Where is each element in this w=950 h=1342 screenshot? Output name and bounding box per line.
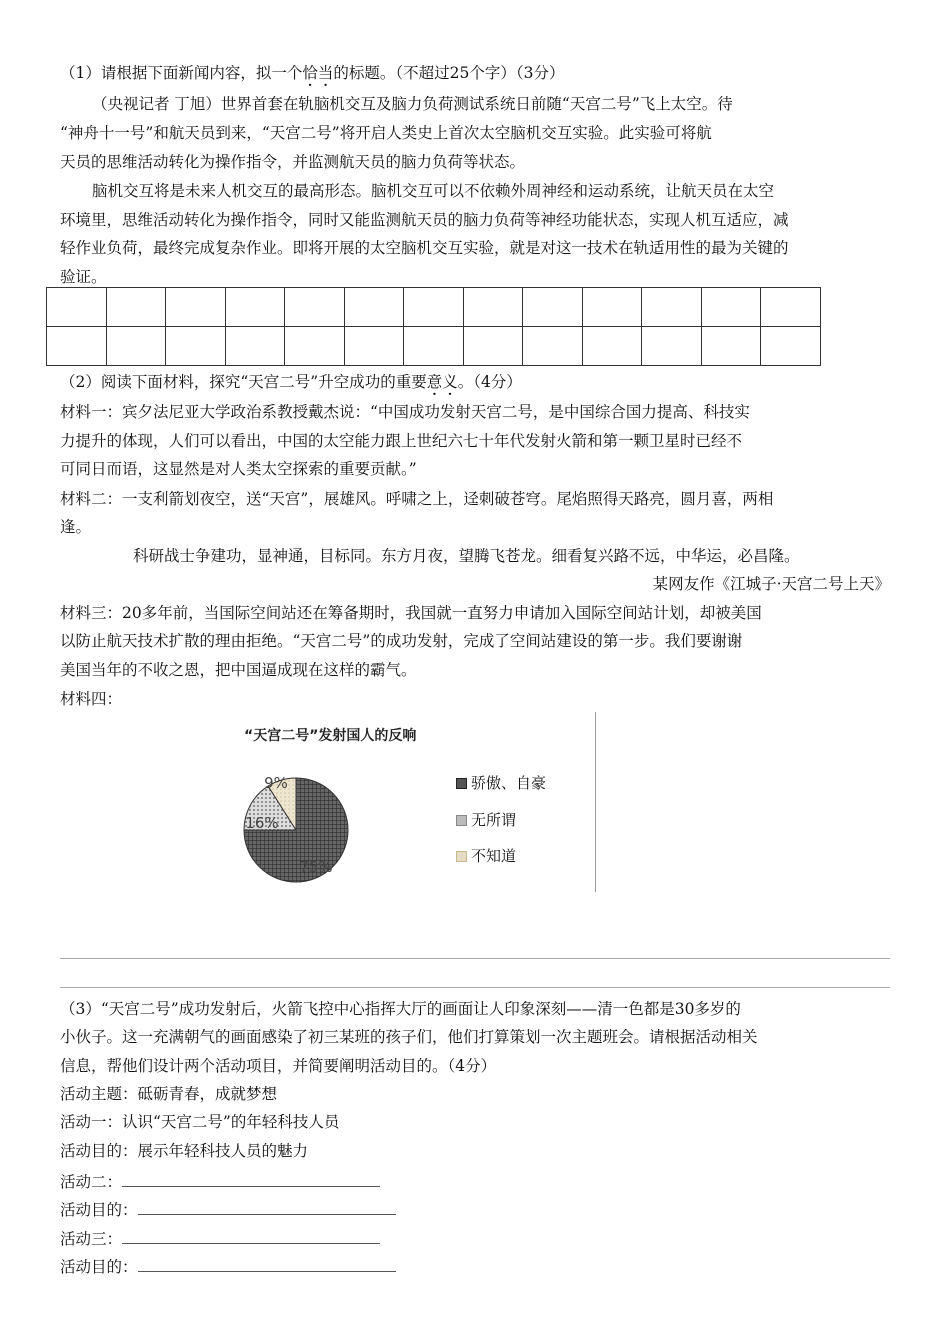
grid-cell[interactable] (285, 288, 345, 327)
grid-cell[interactable] (701, 288, 761, 327)
poem-source: 某网友作《江城子·天宫二号上天》 (652, 575, 890, 593)
grid-cell[interactable] (344, 327, 404, 366)
grid-cell[interactable] (642, 288, 702, 327)
text-line: 逢。 (60, 518, 92, 536)
grid-cell[interactable] (642, 327, 702, 366)
activity-2-row (60, 1170, 380, 1192)
activity-theme: 活动主题：砥砺青春，成就梦想 (60, 1085, 278, 1103)
answer-grid-row (47, 288, 821, 327)
grid-cell[interactable] (404, 288, 464, 327)
chart-title: “天宫二号”发射国人的反响 (244, 728, 417, 744)
grid-cell[interactable] (701, 327, 761, 366)
pie (244, 774, 348, 882)
grid-cell[interactable] (166, 327, 226, 366)
text-line: 脑机交互将是未来人机交互的最高形态。脑机交互可以不依赖外周神经和运动系统，让航天员在太空 (92, 182, 775, 200)
legend-swatch (456, 778, 467, 789)
text-line: 验证。 (60, 268, 107, 286)
grid-cell[interactable] (582, 327, 642, 366)
grid-cell[interactable] (225, 327, 285, 366)
grid-cell[interactable] (344, 288, 404, 327)
text-line: 以防止航天技术扩散的理由拒绝。“天宫二号”的成功发射，完成了空间站建设的第一步。我们要谢谢 (60, 632, 743, 650)
activity-1-purpose: 活动目的：展示年轻科技人员的魅力 (60, 1142, 309, 1160)
legend-label: 骄傲、自豪 (471, 774, 547, 792)
activity-3-purpose-row (60, 1255, 396, 1277)
grid-cell[interactable] (582, 288, 642, 327)
pie-slice-label: 75% (299, 858, 333, 876)
legend-label: 无所谓 (471, 811, 517, 829)
grid-cell[interactable] (166, 288, 226, 327)
text-line: 信息，帮他们设计两个活动项目，并简要阐明活动目的。（4分） (60, 1057, 497, 1075)
grid-cell[interactable] (523, 327, 583, 366)
legend-item-proud (456, 772, 546, 793)
pie-chart-svg (240, 712, 596, 892)
legend-label: 不知道 (471, 847, 517, 865)
text-line: （央视记者 丁旭）世界首套在轨脑机交互及脑力负荷测试系统日前随“天宫二号”飞上太空。待 (92, 95, 733, 113)
answer-grid[interactable] (46, 287, 821, 366)
activity-2-label: 活动二： (60, 1173, 123, 1191)
grid-cell[interactable] (523, 288, 583, 327)
text-line: 轻作业负荷，最终完成复杂作业。即将开展的太空脑机交互实验，就是对这一技术在轨适用性的最为关键的 (60, 239, 789, 257)
text-line: 小伙子。这一充满朝气的画面感染了初三某班的孩子们，他们打算策划一次主题班会。请根据活动相关 (60, 1028, 758, 1046)
grid-cell[interactable] (47, 327, 107, 366)
text-line: 可同日而语，这显然是对人类太空探索的重要贡献。” (60, 460, 417, 478)
text-line: “神舟十一号”和航天员到来，“天宫二号”将开启人类史上首次太空脑机交互实验。此实验可将航 (60, 124, 712, 142)
text-line: 天员的思维活动转化为操作指令，并监测航天员的脑力负荷等状态。 (60, 153, 526, 171)
activity-2-answer-blank[interactable] (122, 1170, 380, 1187)
text-line: 力提升的体现，人们可以看出，中国的太空能力跟上世纪六七十年代发射火箭和第一颗卫星时已经不 (60, 432, 743, 450)
grid-cell[interactable] (285, 327, 345, 366)
grid-cell[interactable] (225, 288, 285, 327)
material-4-label: 材料四： (60, 690, 123, 708)
activity-3-purpose-label: 活动目的： (60, 1258, 138, 1276)
activity-3-row (60, 1227, 380, 1249)
grid-cell[interactable] (463, 327, 523, 366)
grid-cell[interactable] (404, 327, 464, 366)
text-line: 环境里，思维活动转化为操作指令，同时又能监测航天员的脑力负荷等神经功能状态，实现人机互适应，减 (60, 211, 789, 229)
answer-line[interactable] (60, 958, 890, 959)
legend-item-unknown (456, 845, 516, 866)
activity-3-purpose-blank[interactable] (138, 1255, 396, 1272)
grid-cell[interactable] (47, 288, 107, 327)
text-line: 材料二：一支利箭划夜空，送“天宫”，展雄风。呼啸之上，迳刺破苍穹。尾焰照得天路亮，圆月喜，两相 (60, 490, 774, 508)
activity-2-purpose-blank[interactable] (138, 1198, 396, 1215)
activity-1: 活动一：认识“天宫二号”的年轻科技人员 (60, 1113, 340, 1131)
q1-prompt: （1）请根据下面新闻内容，拟一个恰当的标题。（不超过25个字）（3分） (60, 64, 565, 82)
activity-3-answer-blank[interactable] (122, 1227, 380, 1244)
grid-cell[interactable] (106, 327, 166, 366)
q2-prompt: （2）阅读下面材料，探究“天宫二号”升空成功的重要意义。（4分） (60, 373, 522, 391)
legend-swatch (456, 815, 467, 826)
pie-slice-label: 9% (264, 774, 288, 792)
text-line: 材料一：宾夕法尼亚大学政治系教授戴杰说：“中国成功发射天宫二号，是中国综合国力提高、科技实 (60, 403, 750, 421)
reaction-pie-chart (240, 712, 596, 892)
grid-cell[interactable] (761, 288, 821, 327)
answer-line[interactable] (60, 987, 890, 988)
legend-item-indifferent (456, 809, 516, 830)
poem-line: 科研战士争建功，显神通，目标同。东方月夜，望腾飞苍龙。细看复兴路不远，中华运，必昌隆。 (133, 547, 800, 565)
chart-border-line (595, 712, 596, 892)
legend-swatch (456, 851, 467, 862)
grid-cell[interactable] (463, 288, 523, 327)
text-line: 材料三：20多年前，当国际空间站还在筹备期时，我国就一直努力申请加入国际空间站计划，却被美国 (60, 604, 762, 622)
text-line: （3）“天宫二号”成功发射后，火箭飞控中心指挥大厅的画面让人印象深刻——清一色都是30多岁的 (60, 1000, 741, 1018)
activity-2-purpose-label: 活动目的： (60, 1201, 138, 1219)
grid-cell[interactable] (106, 288, 166, 327)
text-line: 美国当年的不收之恩，把中国逼成现在这样的霸气。 (60, 661, 417, 679)
activity-3-label: 活动三： (60, 1230, 123, 1248)
grid-cell[interactable] (761, 327, 821, 366)
answer-grid-row (47, 327, 821, 366)
activity-2-purpose-row (60, 1198, 396, 1220)
pie-slice-label: 16% (245, 814, 279, 832)
